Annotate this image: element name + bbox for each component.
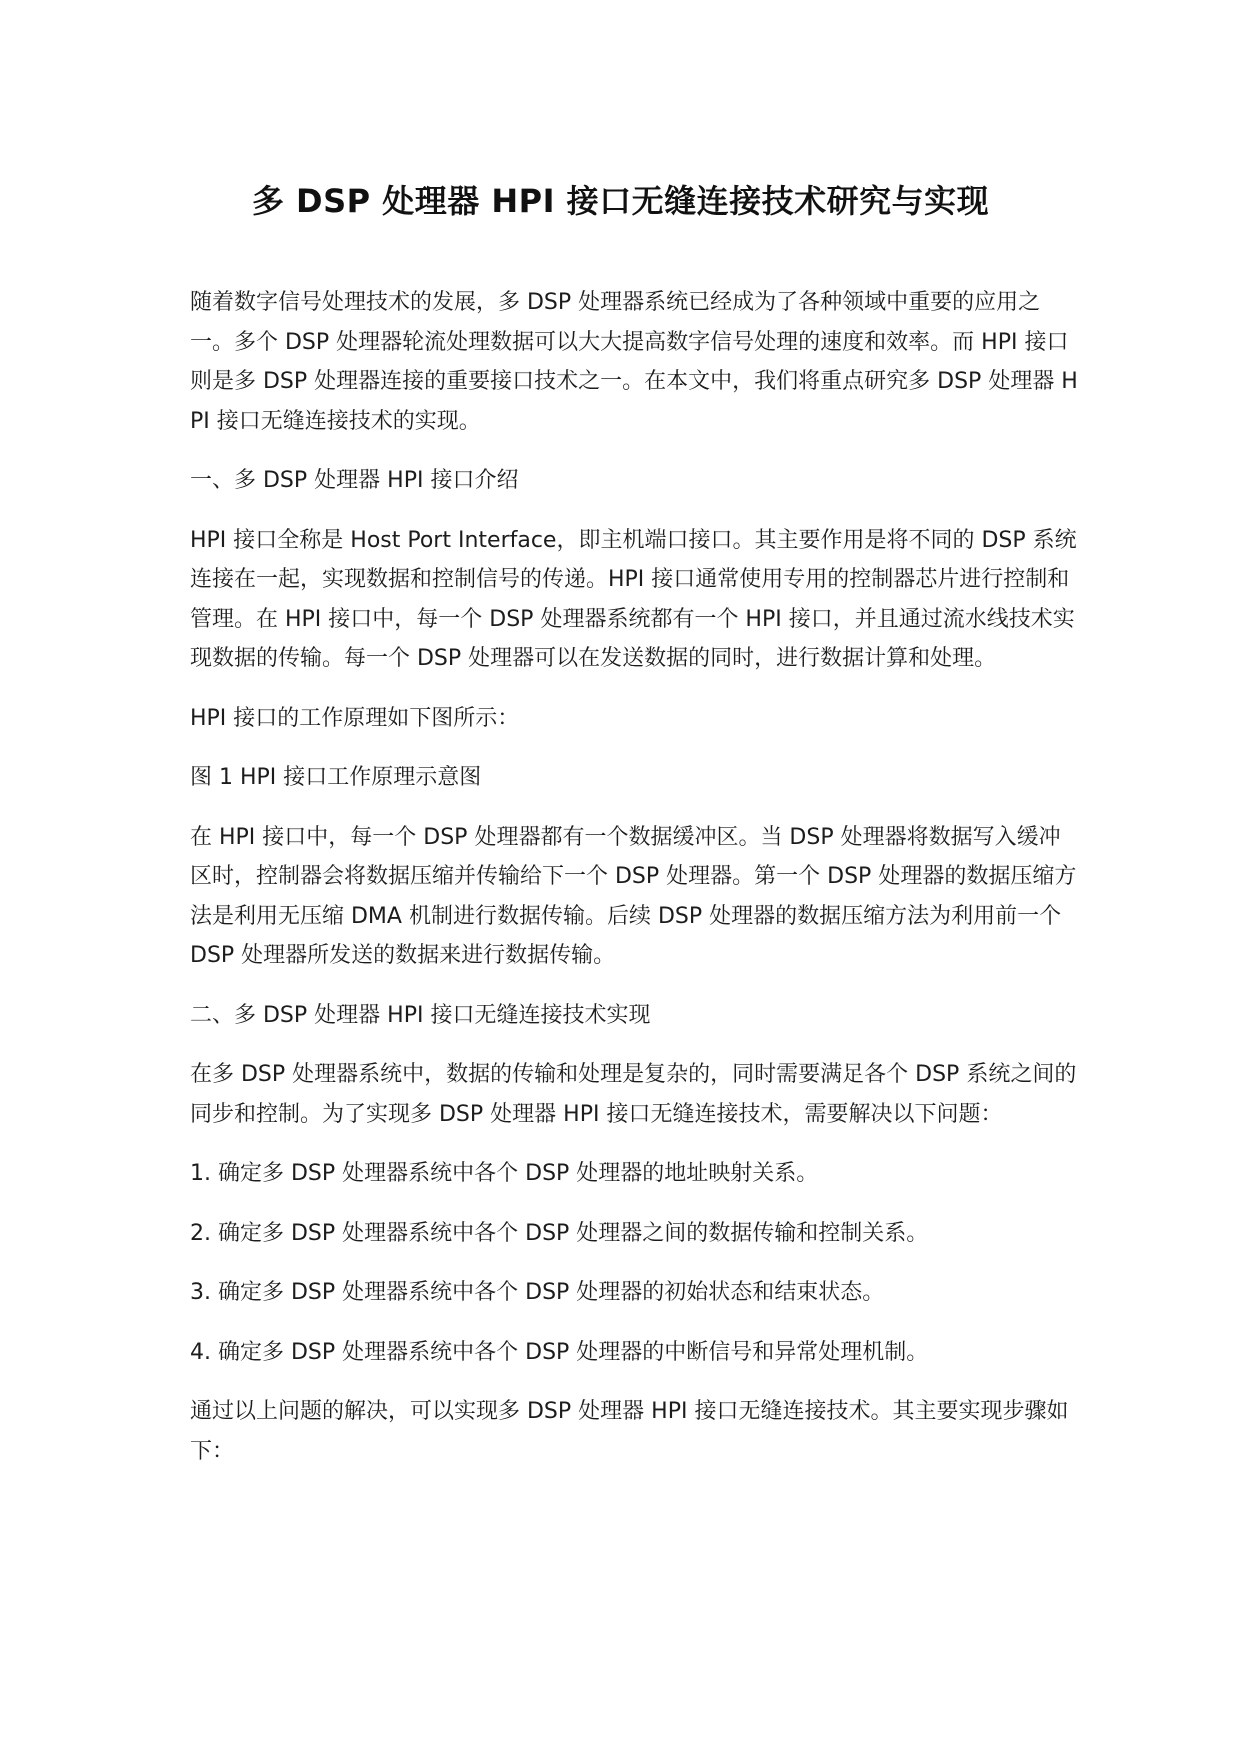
- figure-caption: 图 1 HPI 接口工作原理示意图: [190, 765, 482, 790]
- paragraph-problems-lead: 在多 DSP 处理器系统中，数据的传输和处理是复杂的，同时需要满足各个 DSP 系统之间的同步和控制。为了实现多 DSP 处理器 HPI 接口无缝连接技术，需要解决以下问题：: [190, 1062, 1077, 1127]
- paragraph-buffer: 在 HPI 接口中，每一个 DSP 处理器都有一个数据缓冲区。当 DSP 处理器将数据写入缓冲区时，控制器会将数据压缩并传输给下一个 DSP 处理器。第一个 DSP 处理器的数据压缩方法是利用无压缩 DMA 机制进行数据传输。后续 DSP 处理器的数据压缩方法为利用前一个 DSP 处理器所发送的数据来进行数据传输。: [190, 824, 1077, 968]
- paragraph-hpi-intro: HPI 接口全称是 Host Port Interface，即主机端口接口。其主要作用是将不同的 DSP 系统连接在一起，实现数据和控制信号的传递。HPI 接口通常使用专用的控制器芯片进行控制和管理。在 HPI 接口中，每一个 DSP 处理器系统都有一个 HPI 接口，并且通过流水线技术实现数据的传输。每一个 DSP 处理器可以在发送数据的同时，进行数据计算和处理。: [190, 527, 1077, 671]
- list-item-2: 2. 确定多 DSP 处理器系统中各个 DSP 处理器之间的数据传输和控制关系。: [190, 1220, 929, 1246]
- paragraph-steps-lead: 通过以上问题的解决，可以实现多 DSP 处理器 HPI 接口无缝连接技术。其主要实现步骤如下：: [190, 1399, 1069, 1464]
- section-heading-1: 一、多 DSP 处理器 HPI 接口介绍: [190, 468, 519, 493]
- section-heading-2: 二、多 DSP 处理器 HPI 接口无缝连接技术实现: [190, 1002, 651, 1028]
- list-item-4: 4. 确定多 DSP 处理器系统中各个 DSP 处理器的中断信号和异常处理机制。: [190, 1339, 929, 1365]
- paragraph-intro: 随着数字信号处理技术的发展，多 DSP 处理器系统已经成为了各种领域中重要的应用之一。多个 DSP 处理器轮流处理数据可以大大提高数字信号处理的速度和效率。而 HPI 接口则是多 DSP 处理器连接的重要接口技术之一。在本文中，我们将重点研究多 DSP 处理器 HPI 接口无缝连接技术的实现。: [190, 290, 1078, 434]
- paragraph-principle-lead: HPI 接口的工作原理如下图所示：: [190, 705, 520, 731]
- document-body: [190, 283, 1080, 1491]
- list-item-3: 3. 确定多 DSP 处理器系统中各个 DSP 处理器的初始状态和结束状态。: [190, 1280, 885, 1305]
- document-title: 多 DSP 处理器 HPI 接口无缝连接技术研究与实现: [251, 182, 990, 220]
- list-item-1: 1. 确定多 DSP 处理器系统中各个 DSP 处理器的地址映射关系。: [190, 1161, 819, 1186]
